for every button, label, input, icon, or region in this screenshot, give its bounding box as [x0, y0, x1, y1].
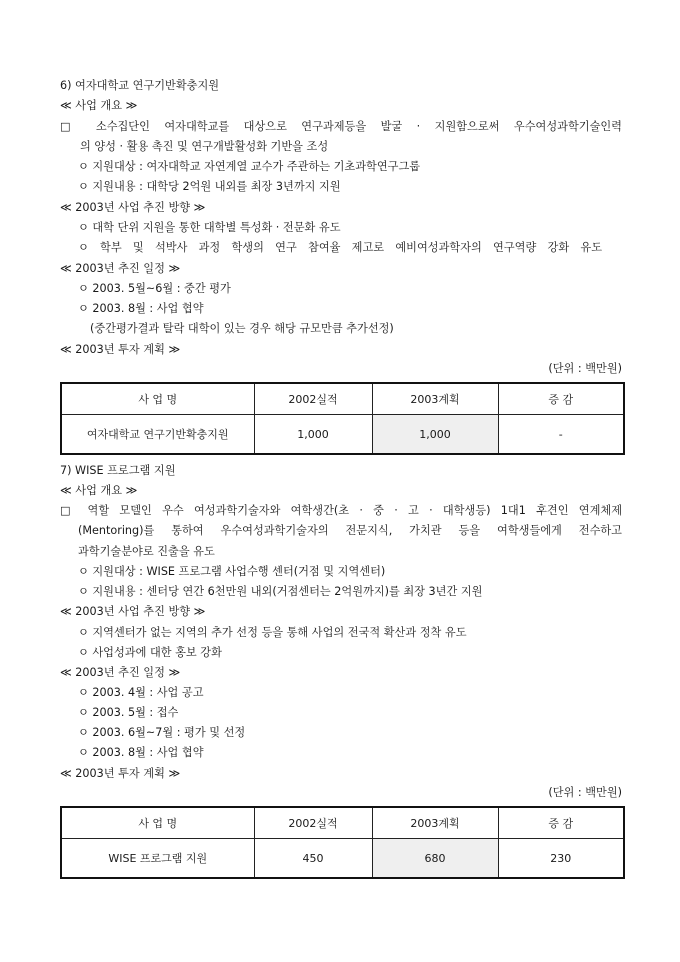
cell-change: 230 — [498, 839, 624, 879]
cell-2003-plan: 680 — [372, 839, 498, 879]
section-6-direction-heading: ≪ 2003년 사업 추진 방향 ≫ — [60, 201, 206, 214]
section-7-overview-line-3: 과학기술분야로 진출을 유도 — [78, 545, 215, 558]
cell-2002-actual: 450 — [254, 839, 372, 879]
table-row — [61, 415, 624, 455]
header-project-name: 사 업 명 — [61, 807, 254, 839]
section-7-direction-heading: ≪ 2003년 사업 추진 방향 ≫ — [60, 605, 206, 618]
cell-2003-plan: 1,000 — [372, 415, 498, 455]
cell-project-name: 여자대학교 연구기반확충지원 — [61, 415, 254, 455]
section-7-unit-label: (단위 : 백만원) — [548, 786, 622, 799]
section-6-support-target: ㅇ 지원대상 : 여자대학교 자연계열 교수가 주관하는 기초과학연구그룹 — [78, 160, 421, 173]
section-7-direction-1: ㅇ 지역센터가 없는 지역의 추가 선정 등을 통해 사업의 전국적 확산과 정착 유도 — [78, 626, 467, 639]
cell-2002-actual: 1,000 — [254, 415, 372, 455]
section-7-overview-line-2: (Mentoring)를 통하여 우수여성과학기술자의 전문지식, 가치관 등을 여학생들에게 전수하고 — [78, 524, 622, 537]
section-6-overview-line-2: 의 양성 · 활용 촉진 및 연구개발활성화 기반을 조성 — [80, 140, 329, 153]
section-6-schedule-heading: ≪ 2003년 추진 일정 ≫ — [60, 262, 181, 275]
header-2002-actual: 2002실적 — [254, 383, 372, 415]
header-2003-plan: 2003계획 — [372, 383, 498, 415]
section-6-title: 6) 여자대학교 연구기반확충지원 — [60, 79, 220, 92]
section-6-direction-2: ㅇ 학부 및 석박사 과정 학생의 연구 참여율 제고로 예비여성과학자의 연구역량 강화 유도 — [78, 241, 602, 254]
section-7-support-target: ㅇ 지원대상 : WISE 프로그램 사업수행 센터(거점 및 지역센터) — [78, 565, 386, 578]
section-7-investment-heading: ≪ 2003년 투자 계획 ≫ — [60, 767, 181, 780]
section-7-schedule-4: ㅇ 2003. 8월 : 사업 협약 — [78, 746, 204, 759]
section-6-budget-table — [60, 382, 625, 455]
header-2002-actual: 2002실적 — [254, 807, 372, 839]
section-7-direction-2: ㅇ 사업성과에 대한 홍보 강화 — [78, 646, 222, 659]
section-6-investment-heading: ≪ 2003년 투자 계획 ≫ — [60, 343, 181, 356]
section-6-schedule-note: (중간평가결과 탈락 대학이 있는 경우 해당 규모만큼 추가선정) — [90, 322, 394, 335]
section-7-budget-table — [60, 806, 625, 879]
section-7-schedule-heading: ≪ 2003년 추진 일정 ≫ — [60, 666, 181, 679]
header-project-name: 사 업 명 — [61, 383, 254, 415]
table-header-row — [61, 807, 624, 839]
section-7-support-content: ㅇ 지원내용 : 센터당 연간 6천만원 내외(거점센터는 2억원까지)를 최장 3년간 지원 — [78, 585, 483, 598]
section-6-unit-label: (단위 : 백만원) — [548, 362, 622, 375]
section-7-overview-heading: ≪ 사업 개요 ≫ — [60, 484, 138, 497]
section-6-schedule-2: ㅇ 2003. 8월 : 사업 협약 — [78, 302, 204, 315]
cell-change: - — [498, 415, 624, 455]
table-row — [61, 839, 624, 879]
section-6-overview-heading: ≪ 사업 개요 ≫ — [60, 99, 138, 112]
section-7-schedule-2: ㅇ 2003. 5월 : 접수 — [78, 706, 179, 719]
table-header-row — [61, 383, 624, 415]
header-2003-plan: 2003계획 — [372, 807, 498, 839]
section-6-schedule-1: ㅇ 2003. 5월~6월 : 중간 평가 — [78, 282, 231, 295]
section-7-schedule-1: ㅇ 2003. 4월 : 사업 공고 — [78, 686, 204, 699]
section-7-schedule-3: ㅇ 2003. 6월~7월 : 평가 및 선정 — [78, 726, 246, 739]
section-6-support-content: ㅇ 지원내용 : 대학당 2억원 내외를 최장 3년까지 지원 — [78, 180, 341, 193]
section-6-overview-line-1: □ 소수집단인 여자대학교를 대상으로 연구과제등을 발굴 · 지원함으로써 우수여성과학기술인력 — [60, 120, 622, 133]
cell-project-name: WISE 프로그램 지원 — [61, 839, 254, 879]
header-change: 증 감 — [498, 807, 624, 839]
section-7-overview-line-1: □ 역할 모델인 우수 여성과학기술자와 여학생간(초 · 중 · 고 · 대학생등) 1대1 후견인 연계체제 — [60, 504, 622, 517]
header-change: 증 감 — [498, 383, 624, 415]
section-6-direction-1: ㅇ 대학 단위 지원을 통한 대학별 특성화 · 전문화 유도 — [78, 221, 341, 234]
section-7-title: 7) WISE 프로그램 지원 — [60, 464, 176, 477]
